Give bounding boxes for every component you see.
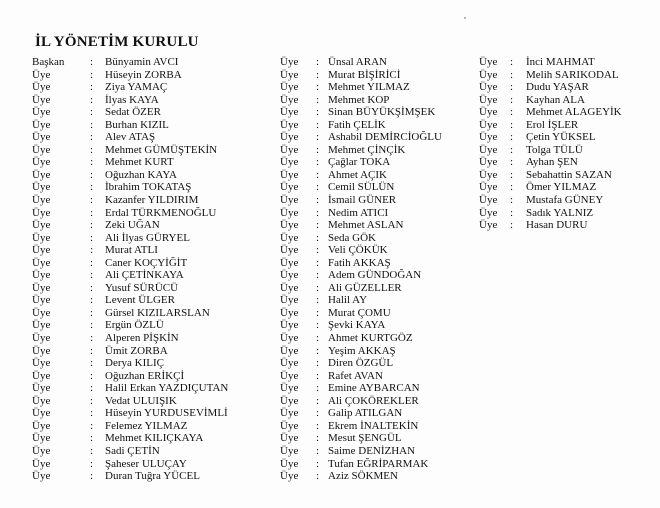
separator-colon: : [510,206,514,219]
member-name: Mehmet ALAGEYİK [526,106,622,119]
member-name: Mustafa GÜNEY [526,194,604,207]
member-name: Hüseyin YURDUSEVİMLİ [105,407,228,420]
member-name: Ahmet AÇIK [328,168,387,181]
separator-colon: : [90,269,94,282]
separator-colon: : [316,93,320,106]
member-name: Mehmet ÇİNÇİK [328,143,406,156]
member-name: Hüseyin ZORBA [105,68,182,81]
separator-colon: : [510,168,514,181]
member-role: Üye [479,181,498,194]
member-role: Üye [280,281,299,294]
member-name: Sinan BÜYÜKŞİMŞEK [328,106,436,119]
member-name: Galip ATILGAN [328,407,403,420]
member-name: Felemez YILMAZ [105,419,188,432]
separator-colon: : [510,93,514,106]
member-role: Üye [280,382,299,395]
separator-colon: : [316,369,320,382]
member-role: Üye [32,143,51,156]
member-role: Üye [280,56,299,68]
separator-colon: : [90,470,94,483]
separator-colon: : [316,206,320,219]
member-role: Üye [280,194,299,207]
member-role: Üye [479,219,498,232]
member-name: Oğuzhan ERİKÇİ [105,369,185,382]
member-name: Erol İŞLER [526,118,579,131]
separator-colon: : [510,56,514,68]
member-role: Üye [280,143,299,156]
separator-colon: : [90,394,94,407]
member-role: Üye [280,470,299,483]
member-role: Üye [479,93,498,106]
separator-colon: : [90,444,94,457]
member-name: Alperen PİŞKİN [105,332,179,345]
member-name: Seda GÖK [328,231,376,244]
separator-colon: : [90,81,94,94]
member-role: Üye [32,168,51,181]
separator-colon: : [316,294,320,307]
member-role: Üye [280,457,299,470]
member-role: Üye [280,131,299,144]
member-role: Üye [479,131,498,144]
member-name: Murat BİŞİRİCİ [328,68,401,81]
member-role: Üye [280,269,299,282]
member-role: Üye [280,369,299,382]
member-name: Ziya YAMAÇ [105,81,168,94]
member-name: Halil Erkan YAZDIÇUTAN [105,382,229,395]
member-role: Üye [280,319,299,332]
member-name: Sadi ÇETİN [105,444,160,457]
member-name: Levent ÜLGER [105,294,175,307]
member-role: Üye [280,306,299,319]
separator-colon: : [90,156,94,169]
member-role: Üye [32,319,51,332]
member-role: Üye [32,382,51,395]
member-name: Murat ÇOMU [328,306,391,319]
member-name: Sadık YALNIZ [526,206,594,219]
separator-colon: : [316,444,320,457]
member-name: Hasan DURU [526,219,588,232]
member-role: Üye [280,68,299,81]
member-role: Üye [479,118,498,131]
member-role: Üye [32,131,51,144]
member-name: Veli ÇÖKÜK [328,244,388,257]
separator-colon: : [316,281,320,294]
separator-colon: : [316,181,320,194]
member-name: Mehmet GÜMÜŞTEKİN [105,143,218,156]
separator-colon: : [316,244,320,257]
separator-colon: : [510,156,514,169]
separator-colon: : [90,206,94,219]
member-name: Kazanfer YILDIRIM [105,194,199,207]
member-name: Bünyamin AVCI [105,56,179,68]
member-role: Üye [280,168,299,181]
member-name: Zeki UĞAN [105,219,160,232]
separator-colon: : [510,194,514,207]
separator-colon: : [316,256,320,269]
member-name: Fatih AKKAŞ [328,256,391,269]
separator-colon: : [510,181,514,194]
member-name: Ünsal ARAN [328,56,387,68]
member-name: Derya KILIÇ [105,357,164,370]
member-role: Üye [32,357,51,370]
separator-colon: : [90,382,94,395]
separator-colon: : [316,419,320,432]
separator-colon: : [316,382,320,395]
member-name: Alev ATAŞ [105,131,156,144]
member-name: Sebahattin SAZAN [526,168,612,181]
separator-colon: : [90,457,94,470]
member-name: Oğuzhan KAYA [105,168,178,181]
member-name: Sedat ÖZER [105,106,161,119]
member-name: Dudu YAŞAR [526,81,589,94]
member-role: Üye [479,206,498,219]
member-name: Yusuf SÜRÜCÜ [105,281,179,294]
separator-colon: : [90,244,94,257]
separator-colon: : [510,68,514,81]
separator-colon: : [90,131,94,144]
member-role: Üye [32,444,51,457]
separator-colon: : [316,269,320,282]
separator-colon: : [90,294,94,307]
member-role: Üye [32,68,51,81]
member-role: Başkan [32,56,65,68]
separator-colon: : [316,68,320,81]
member-name: Diren ÖZGÜL [328,357,394,370]
member-role: Üye [32,470,51,483]
member-name: Tolga TÜLÜ [526,143,583,156]
separator-colon: : [90,306,94,319]
member-name: Ümit ZORBA [105,344,168,357]
member-name: Ali GÜZELLER [328,281,402,294]
member-role: Üye [32,432,51,445]
member-role: Üye [32,106,51,119]
member-role: Üye [32,194,51,207]
member-role: Üye [479,194,498,207]
member-name: Mehmet ASLAN [328,219,404,232]
member-name: Saime DENİZHAN [328,444,416,457]
separator-colon: : [90,432,94,445]
member-name: Aziz SÖKMEN [328,470,398,483]
member-role: Üye [280,244,299,257]
separator-colon: : [90,357,94,370]
member-name: Rafet AVAN [328,369,383,382]
member-role: Üye [479,156,498,169]
member-name: Fatih ÇELİK [328,118,386,131]
member-role: Üye [32,332,51,345]
member-name: Ömer YILMAZ [526,181,597,194]
member-role: Üye [32,269,51,282]
member-name: Murat ATLI [105,244,158,257]
member-name: Halil AY [328,294,368,307]
separator-colon: : [316,231,320,244]
member-role: Üye [280,156,299,169]
member-role: Üye [32,294,51,307]
member-role: Üye [479,106,498,119]
separator-colon: : [316,357,320,370]
member-name: Vedat ULUIŞIK [105,394,177,407]
member-role: Üye [280,81,299,94]
member-name: Yeşim AKKAŞ [328,344,396,357]
member-name: Ergün ÖZLÜ [105,319,164,332]
separator-colon: : [510,106,514,119]
member-name: Melih SARIKODAL [526,68,619,81]
separator-colon: : [90,93,94,106]
separator-colon: : [90,407,94,420]
member-name: Çetin YÜKSEL [526,131,596,144]
separator-colon: : [90,143,94,156]
member-role: Üye [280,294,299,307]
member-role: Üye [32,419,51,432]
member-name: Ekrem İNALTEKİN [328,419,419,432]
separator-colon: : [316,194,320,207]
separator-colon: : [316,306,320,319]
member-role: Üye [32,206,51,219]
separator-colon: : [316,457,320,470]
separator-colon: : [316,319,320,332]
member-role: Üye [32,457,51,470]
member-name: Şaheser ULUÇAY [105,457,187,470]
member-name: İsmail GÜNER [328,194,397,207]
page-title: İL YÖNETİM KURULU [35,34,199,50]
separator-colon: : [90,256,94,269]
separator-colon: : [90,332,94,345]
scan-speck [464,17,466,19]
separator-colon: : [316,118,320,131]
separator-colon: : [316,106,320,119]
member-role: Üye [479,168,498,181]
member-role: Üye [280,118,299,131]
member-role: Üye [280,231,299,244]
member-name: Çağlar TOKA [328,156,391,169]
member-name: Ayhan ŞEN [526,156,578,169]
member-role: Üye [280,419,299,432]
separator-colon: : [316,56,320,68]
member-name: Ali ÇETİNKAYA [105,269,184,282]
member-name: Erdal TÜRKMENOĞLU [105,206,217,219]
member-role: Üye [479,143,498,156]
member-name: Cemil SÜLÜN [328,181,395,194]
member-role: Üye [32,181,51,194]
separator-colon: : [90,168,94,181]
member-role: Üye [32,156,51,169]
member-name: Ali İlyas GÜRYEL [105,231,190,244]
separator-colon: : [90,56,94,68]
member-name: Kayhan ALA [526,93,585,106]
separator-colon: : [90,118,94,131]
member-role: Üye [32,394,51,407]
member-role: Üye [280,219,299,232]
separator-colon: : [316,156,320,169]
member-name: Emine AYBARCAN [328,382,420,395]
member-name: İbrahim TOKATAŞ [105,181,192,194]
separator-colon: : [90,319,94,332]
separator-colon: : [316,131,320,144]
member-name: Mehmet KOP [328,93,390,106]
member-role: Üye [280,432,299,445]
separator-colon: : [90,369,94,382]
separator-colon: : [316,470,320,483]
member-name: Ahmet KURTGÖZ [328,332,413,345]
member-role: Üye [32,344,51,357]
member-name: Mehmet YILMAZ [328,81,410,94]
member-role: Üye [32,81,51,94]
member-role: Üye [479,81,498,94]
separator-colon: : [90,419,94,432]
member-name: İnci MAHMAT [526,56,595,68]
member-role: Üye [32,244,51,257]
separator-colon: : [510,118,514,131]
separator-colon: : [90,219,94,232]
separator-colon: : [510,81,514,94]
separator-colon: : [316,407,320,420]
member-role: Üye [32,369,51,382]
separator-colon: : [510,219,514,232]
member-name: Gürsel KIZILARSLAN [105,306,210,319]
separator-colon: : [510,143,514,156]
separator-colon: : [316,219,320,232]
member-name: Burhan KIZIL [105,118,169,131]
separator-colon: : [316,394,320,407]
separator-colon: : [90,181,94,194]
member-role: Üye [479,56,498,68]
member-role: Üye [479,68,498,81]
separator-colon: : [90,68,94,81]
member-name: Tufan EĞRİPARMAK [328,457,429,470]
separator-colon: : [316,81,320,94]
member-role: Üye [280,93,299,106]
member-name: Mehmet KILIÇKAYA [105,432,204,445]
separator-colon: : [90,281,94,294]
member-role: Üye [32,306,51,319]
separator-colon: : [90,106,94,119]
member-name: Şevki KAYA [328,319,386,332]
member-role: Üye [280,394,299,407]
member-role: Üye [32,118,51,131]
member-name: Mehmet KURT [105,156,174,169]
member-name: Duran Tuğra YÜCEL [105,470,200,483]
member-role: Üye [280,106,299,119]
separator-colon: : [510,131,514,144]
member-role: Üye [32,231,51,244]
member-role: Üye [32,256,51,269]
member-role: Üye [280,407,299,420]
member-name: Ali ÇOKÖREKLER [328,394,419,407]
separator-colon: : [316,143,320,156]
member-name: Ashabil DEMİRCİOĞLU [328,131,442,144]
separator-colon: : [316,168,320,181]
member-role: Üye [280,181,299,194]
member-role: Üye [32,407,51,420]
separator-colon: : [90,344,94,357]
separator-colon: : [90,231,94,244]
member-name: İlyas KAYA [105,93,159,106]
member-role: Üye [32,281,51,294]
member-name: Adem GÜNDOĞAN [328,269,422,282]
separator-colon: : [316,332,320,345]
member-role: Üye [280,357,299,370]
member-role: Üye [32,93,51,106]
member-role: Üye [280,444,299,457]
member-name: Caner KOÇYİĞİT [105,256,188,269]
separator-colon: : [316,344,320,357]
member-name: Mesut ŞENGÜL [328,432,402,445]
member-role: Üye [280,206,299,219]
member-role: Üye [280,344,299,357]
member-role: Üye [32,219,51,232]
separator-colon: : [90,194,94,207]
member-role: Üye [280,256,299,269]
member-role: Üye [280,332,299,345]
member-name: Nedim ATICI [328,206,389,219]
separator-colon: : [316,432,320,445]
